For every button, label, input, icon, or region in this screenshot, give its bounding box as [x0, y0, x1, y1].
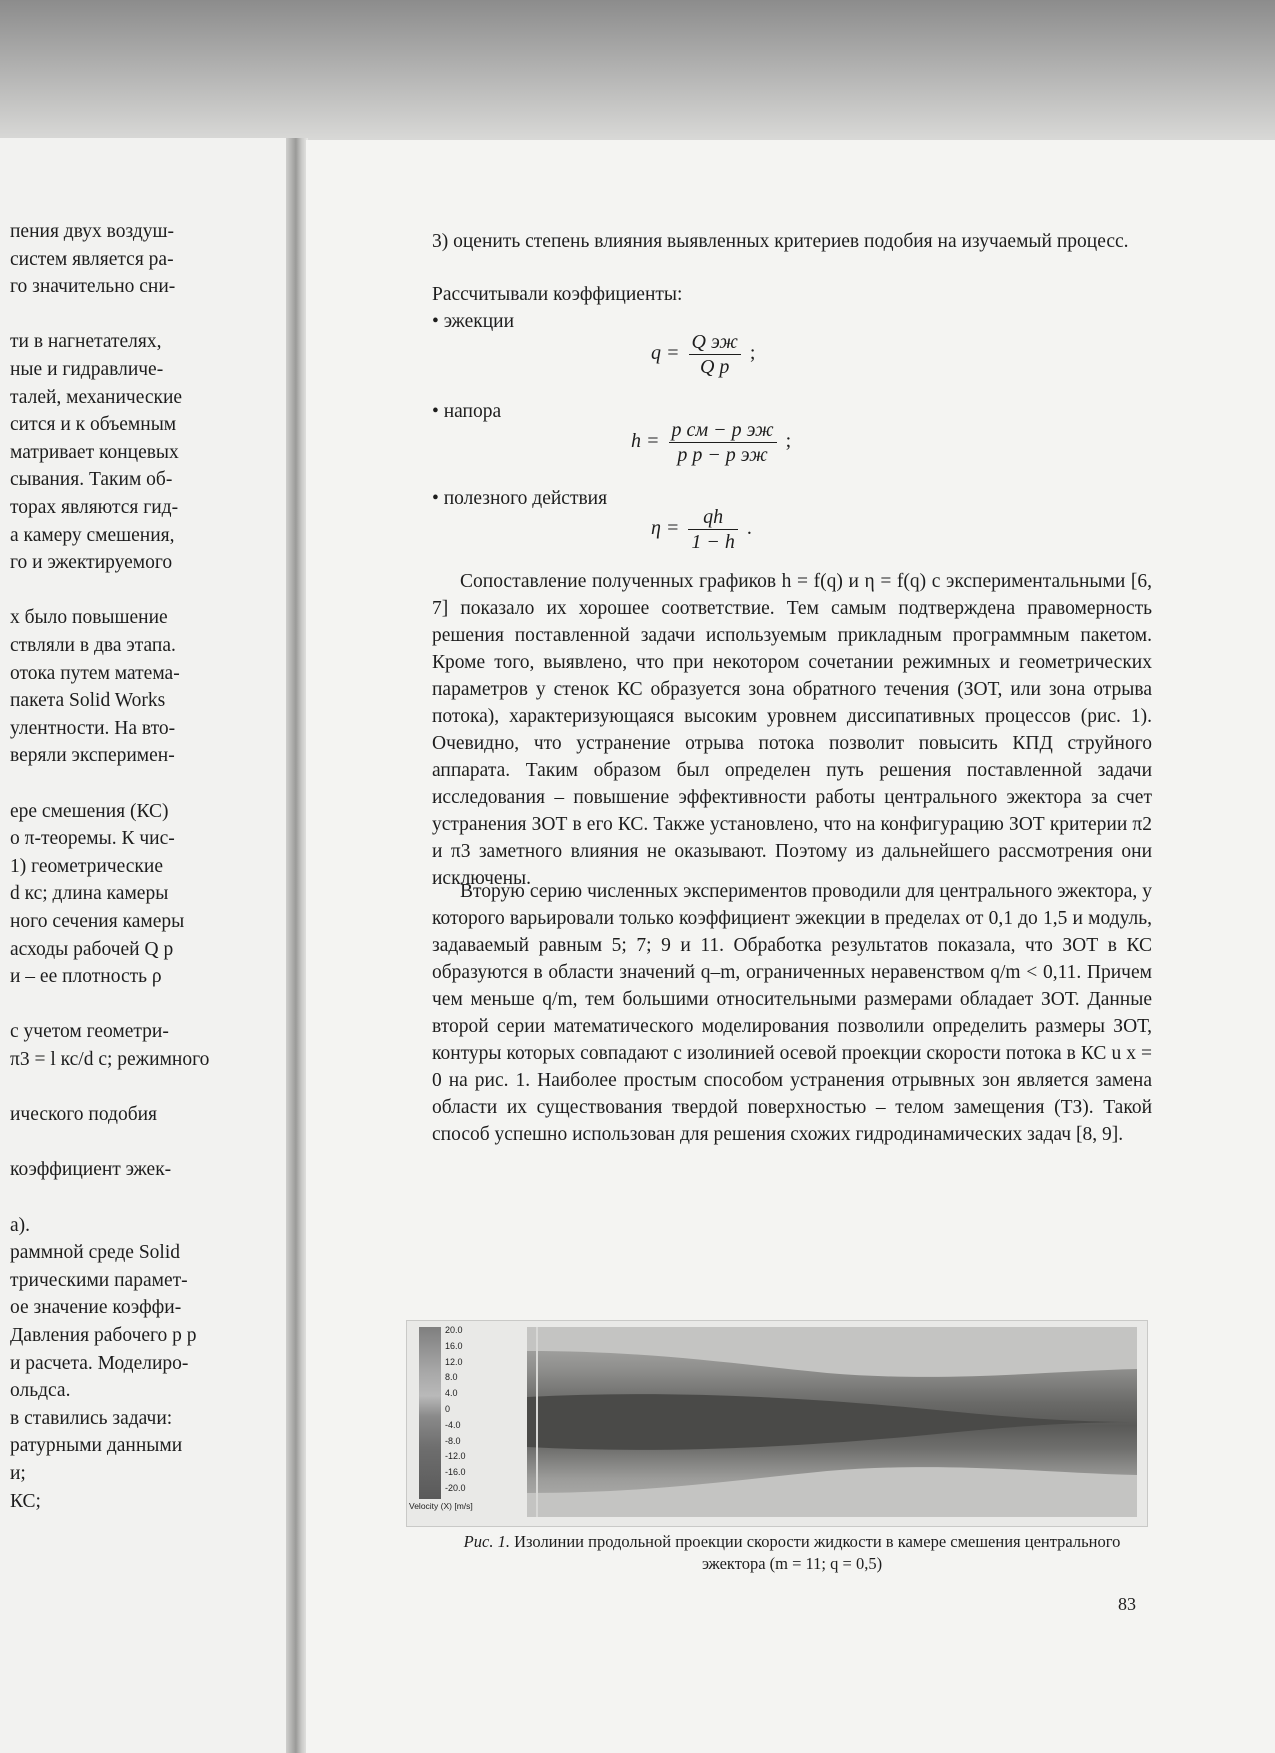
formula-q-denominator: Q р: [699, 356, 730, 378]
formula-h-end: ;: [785, 430, 792, 453]
left-page-line: веряли эксперимен-: [10, 745, 175, 767]
left-page-line: ратурными данными: [10, 1435, 183, 1457]
left-page-line: ое значение коэффи-: [10, 1297, 182, 1319]
left-page-line: асходы рабочей Q р: [10, 938, 174, 960]
colorbar-tick-label: -8.0: [445, 1435, 461, 1446]
caption-text: Изолинии продольной проекции скорости жидкости в камере смешения центрального эжектора (m = 11; q = 0,5): [514, 1532, 1121, 1573]
left-page: [0, 138, 292, 1753]
lower-wall-zone: [527, 1467, 1137, 1517]
left-page-line: о π-теоремы. К чис-: [10, 828, 175, 850]
left-page-line: ического подобия: [10, 1104, 158, 1126]
left-page-line: и расчета. Моделиро-: [10, 1352, 189, 1374]
formula-h-numerator: p см − p эж: [669, 418, 777, 443]
left-page-line: матривает концевых: [10, 441, 179, 463]
left-page-line: сится и к объемным: [10, 414, 177, 436]
paragraph-1: Сопоставление полученных графиков h = f(q) и η = f(q) с экспериментальными [6, 7] показало их хорошее соответствие. Тем самым подтверждена правомерность решения поставленной задачи используемым прикладным программным пакетом. Кроме того, выявлено, что при некотором сочетании режимных и геометрических параметров у стенок КС образуется зона обратного течения (ЗОТ, или зона отрыва потока), характеризующаяся высоким уровнем диссипативных процессов (рис. 1). Очевидно, что устранение отрыва потока позволит повысить КПД струйного аппарата. Таким образом был определен путь решения поставленной задачи исследования – повышение эффективности работы центрального эжектора за счет устранения ЗОТ в его КС. Также установлено, что на конфигурацию ЗОТ критерии π2 и π3 заметного влияния не оказывают. Поэтому из дальнейшего рассмотрения они исключены.: [432, 571, 1152, 889]
formula-eta: [651, 505, 752, 554]
core-jet: [527, 1394, 1137, 1450]
left-page-line: 1) геометрические: [10, 855, 164, 877]
left-page-line: талей, механические: [10, 386, 183, 408]
colorbar-tick-label: 8.0: [445, 1372, 458, 1383]
left-page-line: d кс; длина камеры: [10, 883, 169, 905]
left-page-line: ствляли в два этапа.: [10, 635, 176, 656]
colorbar-tick-label: -16.0: [445, 1467, 466, 1478]
bullet-efficiency: • полезного действия: [432, 488, 608, 509]
upper-wall-zone: [527, 1327, 1137, 1377]
intro-text: 3) оценить степень влияния выявленных критериев подобия на изучаемый процесс.: [432, 231, 1129, 252]
left-page-line: улентности. На вто-: [10, 717, 176, 739]
formula-eta-numerator: qh: [688, 505, 738, 530]
right-page: [306, 140, 1275, 1753]
page-number: 83: [1118, 1594, 1136, 1614]
colorbar: [419, 1327, 441, 1499]
scan-top-shadow: [0, 0, 1275, 150]
left-page-line: Давления рабочего p р: [10, 1325, 197, 1346]
calc-intro: Рассчитывали коэффициенты:: [432, 284, 683, 305]
formula-eta-fraction: [688, 505, 738, 554]
colorbar-unit: Velocity (X) [m/s]: [409, 1501, 473, 1511]
caption-prefix: Рис. 1.: [463, 1532, 510, 1551]
left-page-line: пакета Solid Works: [10, 690, 166, 712]
left-page-line: а камеру смешения,: [10, 524, 175, 546]
left-page-line: сывания. Таким об-: [10, 469, 173, 491]
left-page-line: отока путем матема-: [10, 662, 180, 684]
left-page-line: систем является ра-: [10, 248, 174, 270]
left-page-line: торах являются гид-: [10, 497, 179, 518]
left-page-line: коэффициент эжек-: [10, 1159, 172, 1181]
formula-h-lhs: h =: [631, 430, 660, 453]
left-page-line: и;: [10, 1463, 26, 1484]
colorbar-tick-label: 16.0: [445, 1340, 463, 1351]
formula-h: [631, 418, 791, 467]
formula-h-fraction: [669, 418, 777, 467]
formula-eta-denominator: 1 − h: [691, 531, 735, 553]
formula-eta-lhs: η =: [651, 517, 680, 540]
left-page-line: в ставились задачи:: [10, 1407, 173, 1429]
left-page-line: трическими парамет-: [10, 1269, 188, 1291]
left-page-line: раммной среде Solid: [10, 1242, 181, 1264]
figure-velocity-isolines: [406, 1320, 1148, 1527]
left-page-line: ные и гидравличе-: [10, 359, 164, 380]
book-gutter: [286, 138, 308, 1753]
formula-q-numerator: Q эж: [689, 330, 741, 355]
left-page-line: пения двух воздуш-: [10, 221, 174, 242]
bullet-head: • напора: [432, 401, 502, 422]
formula-q: [651, 330, 755, 379]
colorbar-tick-label: 0: [445, 1404, 451, 1414]
formula-q-lhs: q =: [651, 342, 680, 365]
colorbar-tick-label: -20.0: [445, 1483, 466, 1493]
formula-eta-end: .: [746, 517, 752, 540]
colorbar-tick-label: -4.0: [445, 1419, 461, 1430]
colorbar-tick-label: 20.0: [445, 1325, 463, 1335]
left-page-line: го и эжектируемого: [10, 552, 173, 574]
colorbar-tick-label: -12.0: [445, 1451, 466, 1462]
paragraph-2: Вторую серию численных экспериментов проводили для центрального эжектора, у которого варьировали только коэффициент эжекции в пределах от 0,1 до 1,5 и модуль, задаваемый равным 5; 7; 9 и 11. Обработка результатов показала, что ЗОТ в КС образуются в области значений q–m, ограниченных неравенством q/m < 0,11. Причем чем меньше q/m, тем большими относительными размерами обладает ЗОТ. Данные второй серии математического моделирования позволили определить размеры ЗОТ, контуры которых совпадают с изолинией осевой проекции скорости потока в КС u x = 0 на рис. 1. Наиболее простым способом устранения отрывных зон является замена области их существования твердой поверхностью – телом замещения (ТЗ). Такой способ успешно использован для решения схожих гидродинамических задач [8, 9].: [432, 881, 1152, 1145]
left-page-line: ти в нагнетателях,: [10, 331, 162, 353]
left-page-line: КС;: [10, 1490, 41, 1512]
left-page-line: π3 = l кс/d с; режимного: [10, 1049, 210, 1070]
left-page-line: ольдса.: [10, 1380, 71, 1402]
bullet-ejection: • эжекции: [432, 311, 514, 332]
formula-q-end: ;: [749, 342, 756, 365]
formula-h-denominator: p р − p эж: [677, 444, 768, 466]
colorbar-tick-label: 4.0: [445, 1388, 458, 1399]
left-page-line: ере смешения (КС): [10, 800, 169, 822]
left-page-line: х было повышение: [10, 607, 168, 629]
contour-plot: [527, 1327, 1137, 1517]
left-page-line: го значительно сни-: [10, 276, 176, 298]
colorbar-tick-label: 12.0: [445, 1356, 463, 1367]
left-page-line: и – ее плотность ρ: [10, 966, 162, 988]
left-page-line: ного сечения камеры: [10, 911, 185, 932]
left-page-line: а).: [10, 1214, 31, 1236]
left-page-line: с учетом геометри-: [10, 1021, 169, 1043]
figure-caption: [432, 1531, 1152, 1575]
formula-q-fraction: [689, 330, 741, 379]
contour-shapes: [527, 1327, 1137, 1517]
